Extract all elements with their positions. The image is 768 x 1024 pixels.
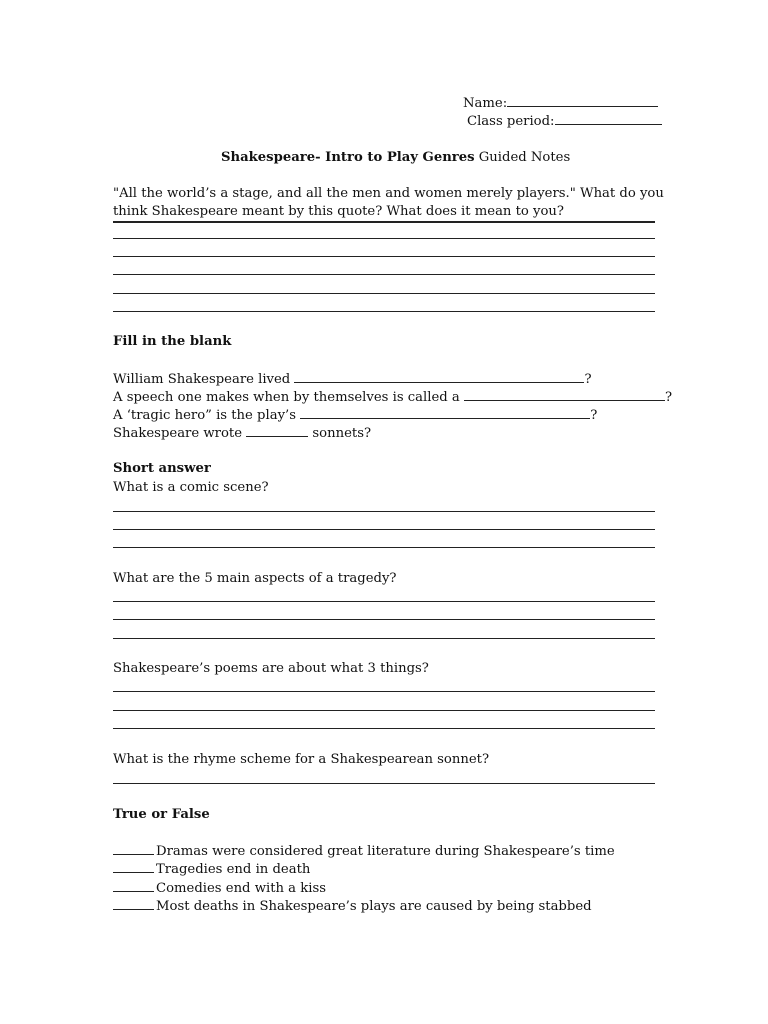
true-false-blank[interactable] <box>113 897 154 910</box>
answer-line[interactable] <box>113 728 655 729</box>
answer-line[interactable] <box>113 238 655 239</box>
fill-blank-field[interactable] <box>246 424 308 437</box>
answer-line[interactable] <box>113 691 655 692</box>
fill-blank-item <box>113 388 672 407</box>
fill-blank-item <box>113 406 597 425</box>
fill-blank-suffix: ? <box>584 372 592 387</box>
true-false-statement: Most deaths in Shakespeare’s plays are caused by being stabbed <box>156 899 592 914</box>
short-answer-question: What are the 5 main aspects of a tragedy? <box>113 571 397 586</box>
fill-blank-suffix: sonnets? <box>308 426 372 441</box>
answer-line[interactable] <box>113 601 655 602</box>
short-answer-question: What is the rhyme scheme for a Shakespearean sonnet? <box>113 752 490 767</box>
answer-line[interactable] <box>113 511 655 512</box>
fill-blank-item <box>113 424 371 443</box>
true-false-heading: True or False <box>113 807 210 822</box>
true-false-blank[interactable] <box>113 860 154 873</box>
fill-blank-field[interactable] <box>300 406 590 419</box>
short-answer-question: Shakespeare’s poems are about what 3 things? <box>113 661 429 676</box>
true-false-blank[interactable] <box>113 879 154 892</box>
true-false-item <box>113 860 310 879</box>
page-title <box>221 149 570 167</box>
short-answer-question: What is a comic scene? <box>113 480 269 495</box>
answer-line[interactable] <box>113 256 655 257</box>
answer-line[interactable] <box>113 311 655 312</box>
fill-blank-text: Shakespeare wrote <box>113 426 247 441</box>
true-false-statement: Dramas were considered great literature during Shakespeare’s time <box>156 844 615 859</box>
class-period-blank[interactable] <box>555 112 662 125</box>
name-blank[interactable] <box>507 94 658 107</box>
fill-blank-item <box>113 370 592 389</box>
answer-line[interactable] <box>113 274 655 275</box>
fill-blank-suffix: ? <box>590 408 598 423</box>
title-bold: Shakespeare- Intro to Play Genres <box>221 150 475 165</box>
class-period-line <box>467 112 662 131</box>
title-normal: Guided Notes <box>474 150 571 165</box>
name-label: Name: <box>463 96 508 111</box>
quote-prompt-line2: think Shakespeare meant by this quote? What does it mean to you? <box>113 204 564 219</box>
answer-line[interactable] <box>113 547 655 548</box>
answer-line[interactable] <box>113 221 655 223</box>
answer-line[interactable] <box>113 783 655 784</box>
fill-in-blank-heading: Fill in the blank <box>113 334 232 349</box>
answer-line[interactable] <box>113 529 655 530</box>
answer-line[interactable] <box>113 619 655 620</box>
name-line <box>463 94 658 113</box>
true-false-statement: Comedies end with a kiss <box>156 881 326 896</box>
class-period-label: Class period: <box>467 114 555 129</box>
true-false-item <box>113 879 326 898</box>
answer-line[interactable] <box>113 710 655 711</box>
fill-blank-text: William Shakespeare lived <box>113 372 295 387</box>
fill-blank-text: A speech one makes when by themselves is called a <box>113 390 464 405</box>
fill-blank-text: A ‘tragic hero” is the play’s <box>113 408 301 423</box>
fill-blank-field[interactable] <box>294 370 584 383</box>
true-false-blank[interactable] <box>113 842 154 855</box>
answer-line[interactable] <box>113 293 655 294</box>
true-false-item <box>113 897 592 916</box>
true-false-item <box>113 842 615 861</box>
true-false-statement: Tragedies end in death <box>156 862 311 877</box>
fill-blank-suffix: ? <box>664 390 673 405</box>
short-answer-heading: Short answer <box>113 461 211 476</box>
quote-prompt-line1: "All the world’s a stage, and all the men and women merely players." What do you <box>113 186 664 201</box>
fill-blank-field[interactable] <box>464 388 665 401</box>
answer-line[interactable] <box>113 638 655 639</box>
